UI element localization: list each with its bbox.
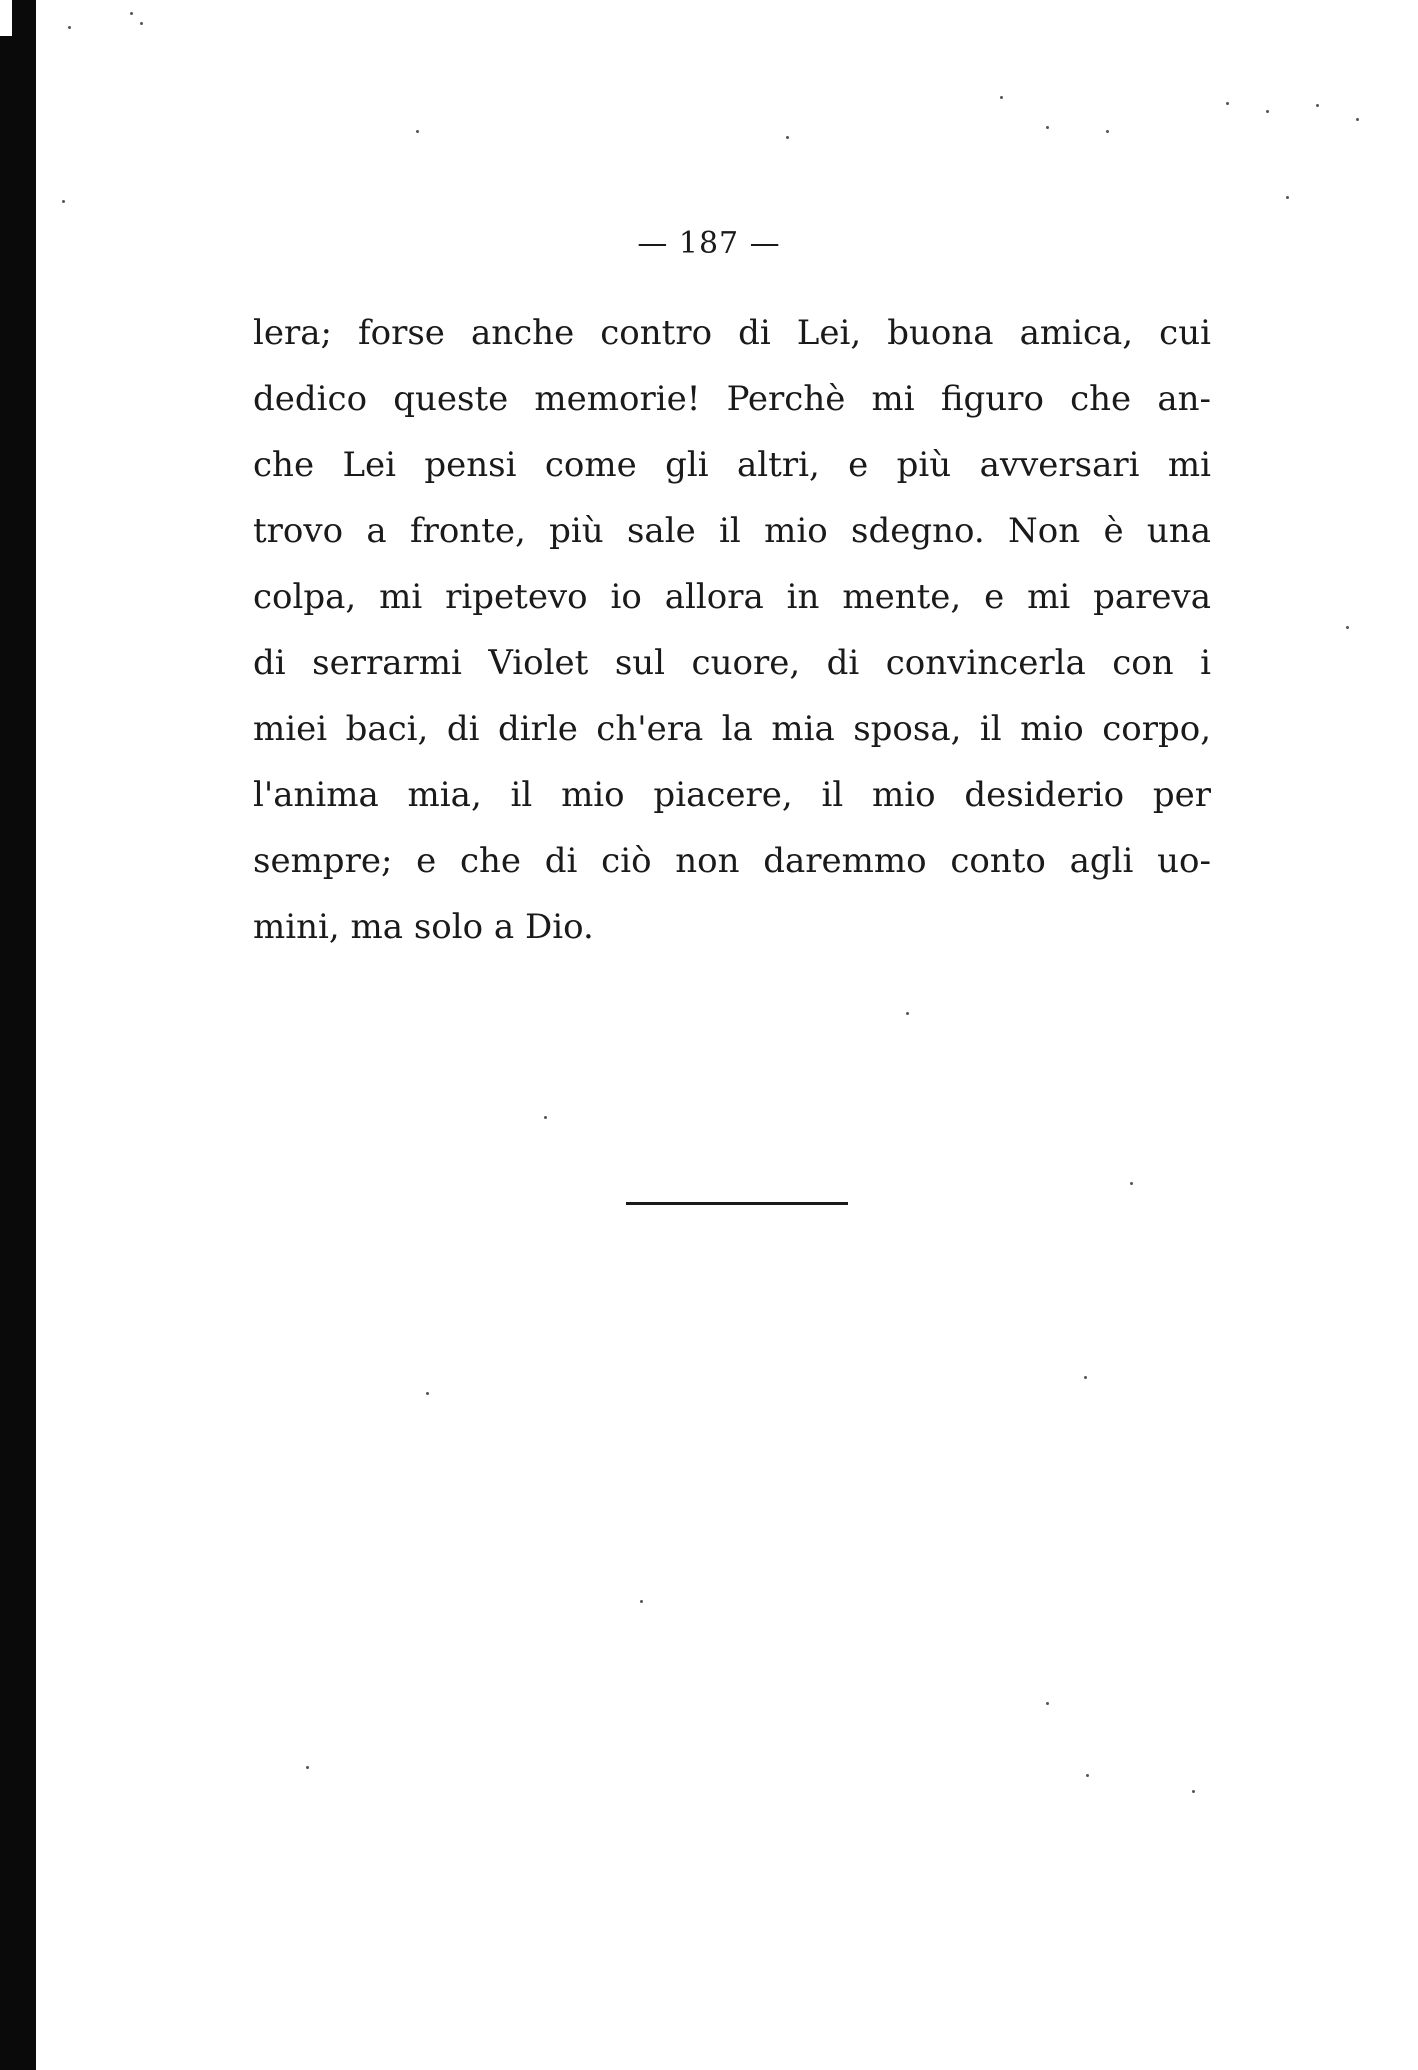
scan-speck (68, 26, 71, 29)
text-line: di serrarmi Violet sul cuore, di convincerla con i (253, 643, 1211, 683)
scan-speck (544, 1116, 547, 1119)
scan-speck (1346, 626, 1349, 629)
scan-speck (1226, 102, 1229, 105)
scan-speck (62, 200, 65, 203)
scan-speck (1266, 110, 1269, 113)
scan-speck (640, 1600, 643, 1603)
text-line: trovo a fronte, più sale il mio sdegno. Non è una (253, 511, 1211, 551)
scan-speck (786, 136, 789, 139)
chapter-end-rule (626, 1202, 848, 1205)
scan-speck (416, 130, 419, 133)
scan-speck (1286, 196, 1289, 199)
scan-speck (1086, 1774, 1089, 1777)
scan-speck (1316, 104, 1319, 107)
scan-speck (1130, 1182, 1133, 1185)
text-line-last: mini, ma solo a Dio. (253, 907, 594, 947)
text-line: sempre; e che di ciò non daremmo conto agli uo- (253, 841, 1211, 881)
scan-speck (1356, 118, 1359, 121)
scan-speck (1046, 126, 1049, 129)
scan-speck (140, 22, 143, 25)
text-line: lera; forse anche contro di Lei, buona amica, cui (253, 313, 1211, 353)
scan-speck (426, 1392, 429, 1395)
scan-speck (906, 1012, 909, 1015)
scan-speck (1046, 1702, 1049, 1705)
scan-speck (1084, 1376, 1087, 1379)
book-spine-shadow (0, 0, 36, 2070)
body-text (253, 300, 1211, 960)
scan-speck (1106, 130, 1109, 133)
scan-speck (130, 12, 133, 15)
text-line: che Lei pensi come gli altri, e più avversari mi (253, 445, 1211, 485)
text-line: miei baci, di dirle ch'era la mia sposa, il mio corpo, (253, 709, 1211, 749)
spine-notch (0, 0, 12, 36)
scan-speck (1000, 96, 1003, 99)
page-number: — 187 — (637, 226, 781, 261)
text-line: colpa, mi ripetevo io allora in mente, e mi pareva (253, 577, 1211, 617)
text-line: l'anima mia, il mio piacere, il mio desiderio per (253, 775, 1211, 815)
text-line: dedico queste memorie! Perchè mi figuro che an- (253, 379, 1211, 419)
scan-speck (1192, 1790, 1195, 1793)
scan-speck (306, 1766, 309, 1769)
